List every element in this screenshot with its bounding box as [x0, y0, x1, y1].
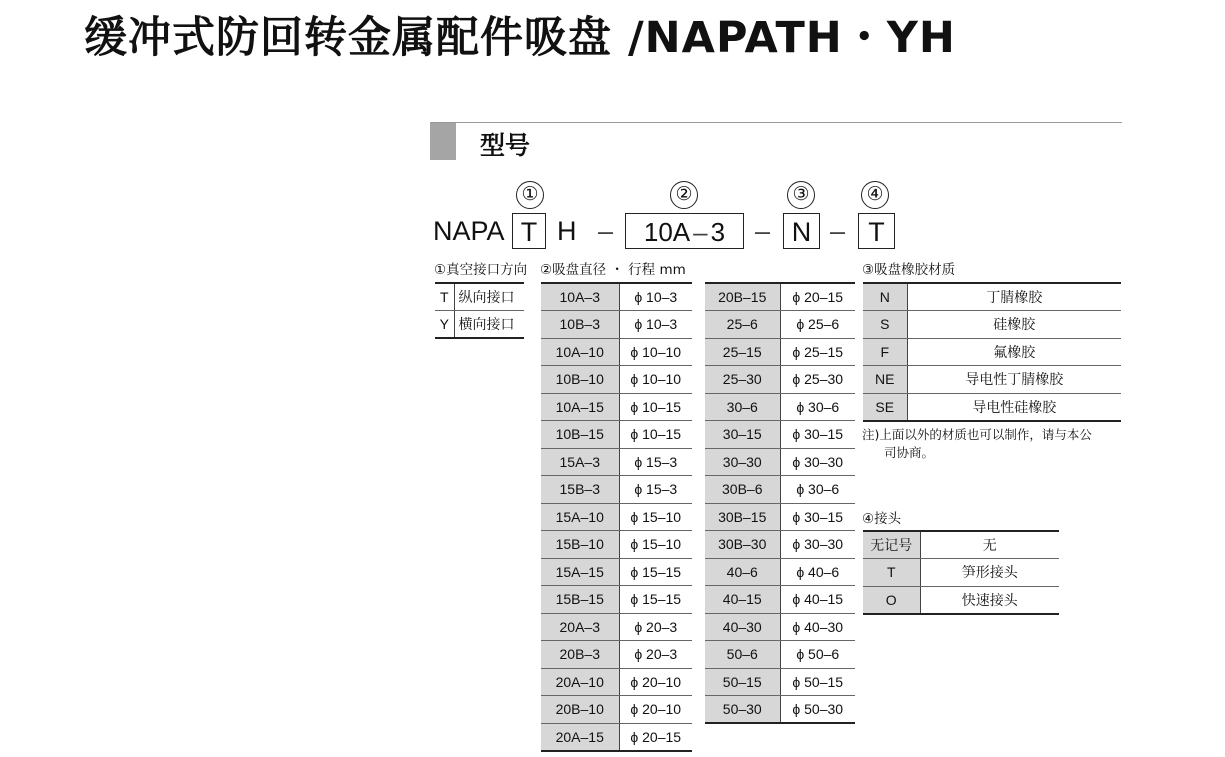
model-box-2-stroke: 3 [710, 217, 726, 247]
code-cell: 40–30 [705, 613, 780, 641]
code-cell: T [863, 559, 920, 587]
diameter-stroke-row [705, 393, 855, 421]
model-box-2 [625, 213, 744, 249]
code-cell: 20A–10 [541, 668, 619, 696]
port-direction-table [435, 282, 524, 339]
port-direction-row [435, 311, 524, 339]
code-cell: 无记号 [863, 531, 920, 559]
value-cell: ϕ 50–30 [780, 696, 855, 724]
value-cell: 氟橡胶 [907, 338, 1121, 366]
diameter-stroke-row [541, 283, 692, 311]
diameter-stroke-row [541, 421, 692, 449]
diameter-stroke-row [705, 503, 855, 531]
value-cell: ϕ 30–15 [780, 421, 855, 449]
value-cell: ϕ 25–15 [780, 338, 855, 366]
diameter-stroke-row [705, 696, 855, 724]
value-cell: ϕ 10–10 [619, 338, 692, 366]
value-cell: ϕ 10–3 [619, 311, 692, 339]
value-cell: ϕ 15–10 [619, 503, 692, 531]
code-cell: 10A–3 [541, 283, 619, 311]
marker-4: ④ [861, 181, 889, 209]
note-line-2: 司协商。 [884, 445, 935, 460]
code-cell: N [863, 283, 907, 311]
code-cell: 40–6 [705, 558, 780, 586]
code-cell: 15A–10 [541, 503, 619, 531]
value-cell: ϕ 20–3 [619, 641, 692, 669]
page-title: 缓冲式防回转金属配件吸盘 /NAPATH・YH [84, 13, 956, 63]
diameter-stroke-row [541, 641, 692, 669]
diameter-stroke-row [705, 421, 855, 449]
note-line-1: 注)上面以外的材质也可以制作，请与本公 [862, 427, 1092, 442]
value-cell: ϕ 15–10 [619, 531, 692, 559]
code-cell: 10B–3 [541, 311, 619, 339]
value-cell: ϕ 30–15 [780, 503, 855, 531]
material-row [863, 338, 1121, 366]
value-cell: ϕ 40–6 [780, 558, 855, 586]
code-cell: 10A–15 [541, 393, 619, 421]
value-cell: ϕ 20–3 [619, 613, 692, 641]
value-cell: ϕ 30–6 [780, 476, 855, 504]
code-cell: 15A–15 [541, 558, 619, 586]
diameter-stroke-row [541, 531, 692, 559]
code-cell: 50–15 [705, 668, 780, 696]
diameter-stroke-row [541, 696, 692, 724]
diameter-stroke-row [541, 723, 692, 751]
value-cell: 导电性丁腈橡胶 [907, 366, 1121, 394]
value-cell: ϕ 30–30 [780, 448, 855, 476]
code-cell: 50–6 [705, 641, 780, 669]
value-cell: ϕ 30–6 [780, 393, 855, 421]
diameter-stroke-row [705, 338, 855, 366]
value-cell: ϕ 50–15 [780, 668, 855, 696]
model-box-2-size: 10A [643, 217, 691, 247]
code-cell: T [435, 283, 454, 311]
value-cell: 纵向接口 [454, 283, 524, 311]
value-cell: ϕ 15–15 [619, 586, 692, 614]
code-cell: 20A–3 [541, 613, 619, 641]
code-cell: 15B–15 [541, 586, 619, 614]
value-cell: 导电性硅橡胶 [907, 393, 1121, 421]
value-cell: ϕ 15–3 [619, 448, 692, 476]
value-cell: ϕ 25–6 [780, 311, 855, 339]
diameter-stroke-table-right [705, 282, 855, 724]
code-cell: 10B–15 [541, 421, 619, 449]
value-cell: ϕ 10–10 [619, 366, 692, 394]
code-cell: 20A–15 [541, 723, 619, 751]
code-cell: 20B–3 [541, 641, 619, 669]
material-note [862, 426, 1124, 462]
diameter-stroke-row [541, 613, 692, 641]
code-cell: 25–30 [705, 366, 780, 394]
diameter-stroke-row [705, 668, 855, 696]
value-cell: 无 [920, 531, 1059, 559]
diameter-stroke-row [705, 311, 855, 339]
marker-1: ① [516, 181, 544, 209]
material-row [863, 366, 1121, 394]
model-box-3: N [783, 213, 820, 249]
code-cell: 50–30 [705, 696, 780, 724]
section-title: 型号 [480, 131, 531, 160]
port-direction-row [435, 283, 524, 311]
diameter-stroke-row [541, 338, 692, 366]
diameter-stroke-table-left [541, 282, 692, 752]
code-cell: 15B–3 [541, 476, 619, 504]
diameter-stroke-row [541, 668, 692, 696]
diameter-stroke-row [541, 393, 692, 421]
diameter-stroke-row [705, 558, 855, 586]
code-cell: 40–15 [705, 586, 780, 614]
section-marker [430, 123, 456, 160]
code-cell: 30B–6 [705, 476, 780, 504]
table1-caption: ①真空接口方向 [434, 262, 528, 278]
value-cell: ϕ 10–15 [619, 393, 692, 421]
value-cell: ϕ 10–3 [619, 283, 692, 311]
value-cell: ϕ 50–6 [780, 641, 855, 669]
diameter-stroke-row [705, 476, 855, 504]
diameter-stroke-row [541, 448, 692, 476]
value-cell: ϕ 15–15 [619, 558, 692, 586]
table4-caption: ④接头 [862, 511, 902, 527]
model-box-4: T [858, 213, 895, 249]
diameter-stroke-row [541, 311, 692, 339]
diameter-stroke-row [705, 448, 855, 476]
material-row [863, 311, 1121, 339]
fitting-table [863, 530, 1059, 615]
code-cell: 25–15 [705, 338, 780, 366]
diameter-stroke-row [705, 586, 855, 614]
diameter-stroke-row [541, 558, 692, 586]
code-cell: 15B–10 [541, 531, 619, 559]
code-cell: 30B–30 [705, 531, 780, 559]
value-cell: 硅橡胶 [907, 311, 1121, 339]
diameter-stroke-row [705, 531, 855, 559]
code-cell: 10B–10 [541, 366, 619, 394]
diameter-stroke-row [705, 641, 855, 669]
code-cell: Y [435, 311, 454, 339]
value-cell: ϕ 10–15 [619, 421, 692, 449]
code-cell: 30–30 [705, 448, 780, 476]
code-cell: 30B–15 [705, 503, 780, 531]
model-prefix: NAPA [433, 216, 505, 246]
value-cell: ϕ 40–15 [780, 586, 855, 614]
marker-3: ③ [787, 181, 815, 209]
fitting-row [863, 531, 1059, 559]
code-cell: 15A–3 [541, 448, 619, 476]
code-cell: SE [863, 393, 907, 421]
value-cell: ϕ 40–30 [780, 613, 855, 641]
value-cell: ϕ 30–30 [780, 531, 855, 559]
value-cell: 丁腈橡胶 [907, 283, 1121, 311]
value-cell: ϕ 20–15 [619, 723, 692, 751]
value-cell: ϕ 20–10 [619, 696, 692, 724]
model-box-2-dash: – [693, 217, 708, 247]
marker-2: ② [670, 181, 698, 209]
model-box-1: T [512, 213, 546, 249]
section-divider [430, 122, 1122, 123]
diameter-stroke-row [541, 476, 692, 504]
model-h: H [557, 216, 577, 246]
value-cell: ϕ 20–10 [619, 668, 692, 696]
model-dash: – [598, 216, 614, 246]
code-cell: NE [863, 366, 907, 394]
code-cell: 30–15 [705, 421, 780, 449]
value-cell: ϕ 15–3 [619, 476, 692, 504]
table3-caption: ③吸盘橡胶材质 [862, 262, 956, 278]
code-cell: 25–6 [705, 311, 780, 339]
code-cell: 30–6 [705, 393, 780, 421]
diameter-stroke-row [705, 613, 855, 641]
code-cell: 10A–10 [541, 338, 619, 366]
diameter-stroke-row [541, 366, 692, 394]
model-dash: – [830, 216, 846, 246]
diameter-stroke-row [705, 283, 855, 311]
code-cell: 20B–10 [541, 696, 619, 724]
model-dash: – [755, 216, 771, 246]
code-cell: 20B–15 [705, 283, 780, 311]
fitting-row [863, 586, 1059, 614]
value-cell: ϕ 20–15 [780, 283, 855, 311]
material-row [863, 283, 1121, 311]
diameter-stroke-row [541, 586, 692, 614]
code-cell: F [863, 338, 907, 366]
value-cell: 快速接头 [920, 586, 1059, 614]
code-cell: S [863, 311, 907, 339]
value-cell: 横向接口 [454, 311, 524, 339]
value-cell: 笋形接头 [920, 559, 1059, 587]
code-cell: O [863, 586, 920, 614]
diameter-stroke-row [705, 366, 855, 394]
diameter-stroke-row [541, 503, 692, 531]
material-row [863, 393, 1121, 421]
table2-caption: ②吸盘直径 ・ 行程 mm [540, 262, 686, 278]
fitting-row [863, 559, 1059, 587]
value-cell: ϕ 25–30 [780, 366, 855, 394]
rubber-material-table [863, 282, 1121, 422]
